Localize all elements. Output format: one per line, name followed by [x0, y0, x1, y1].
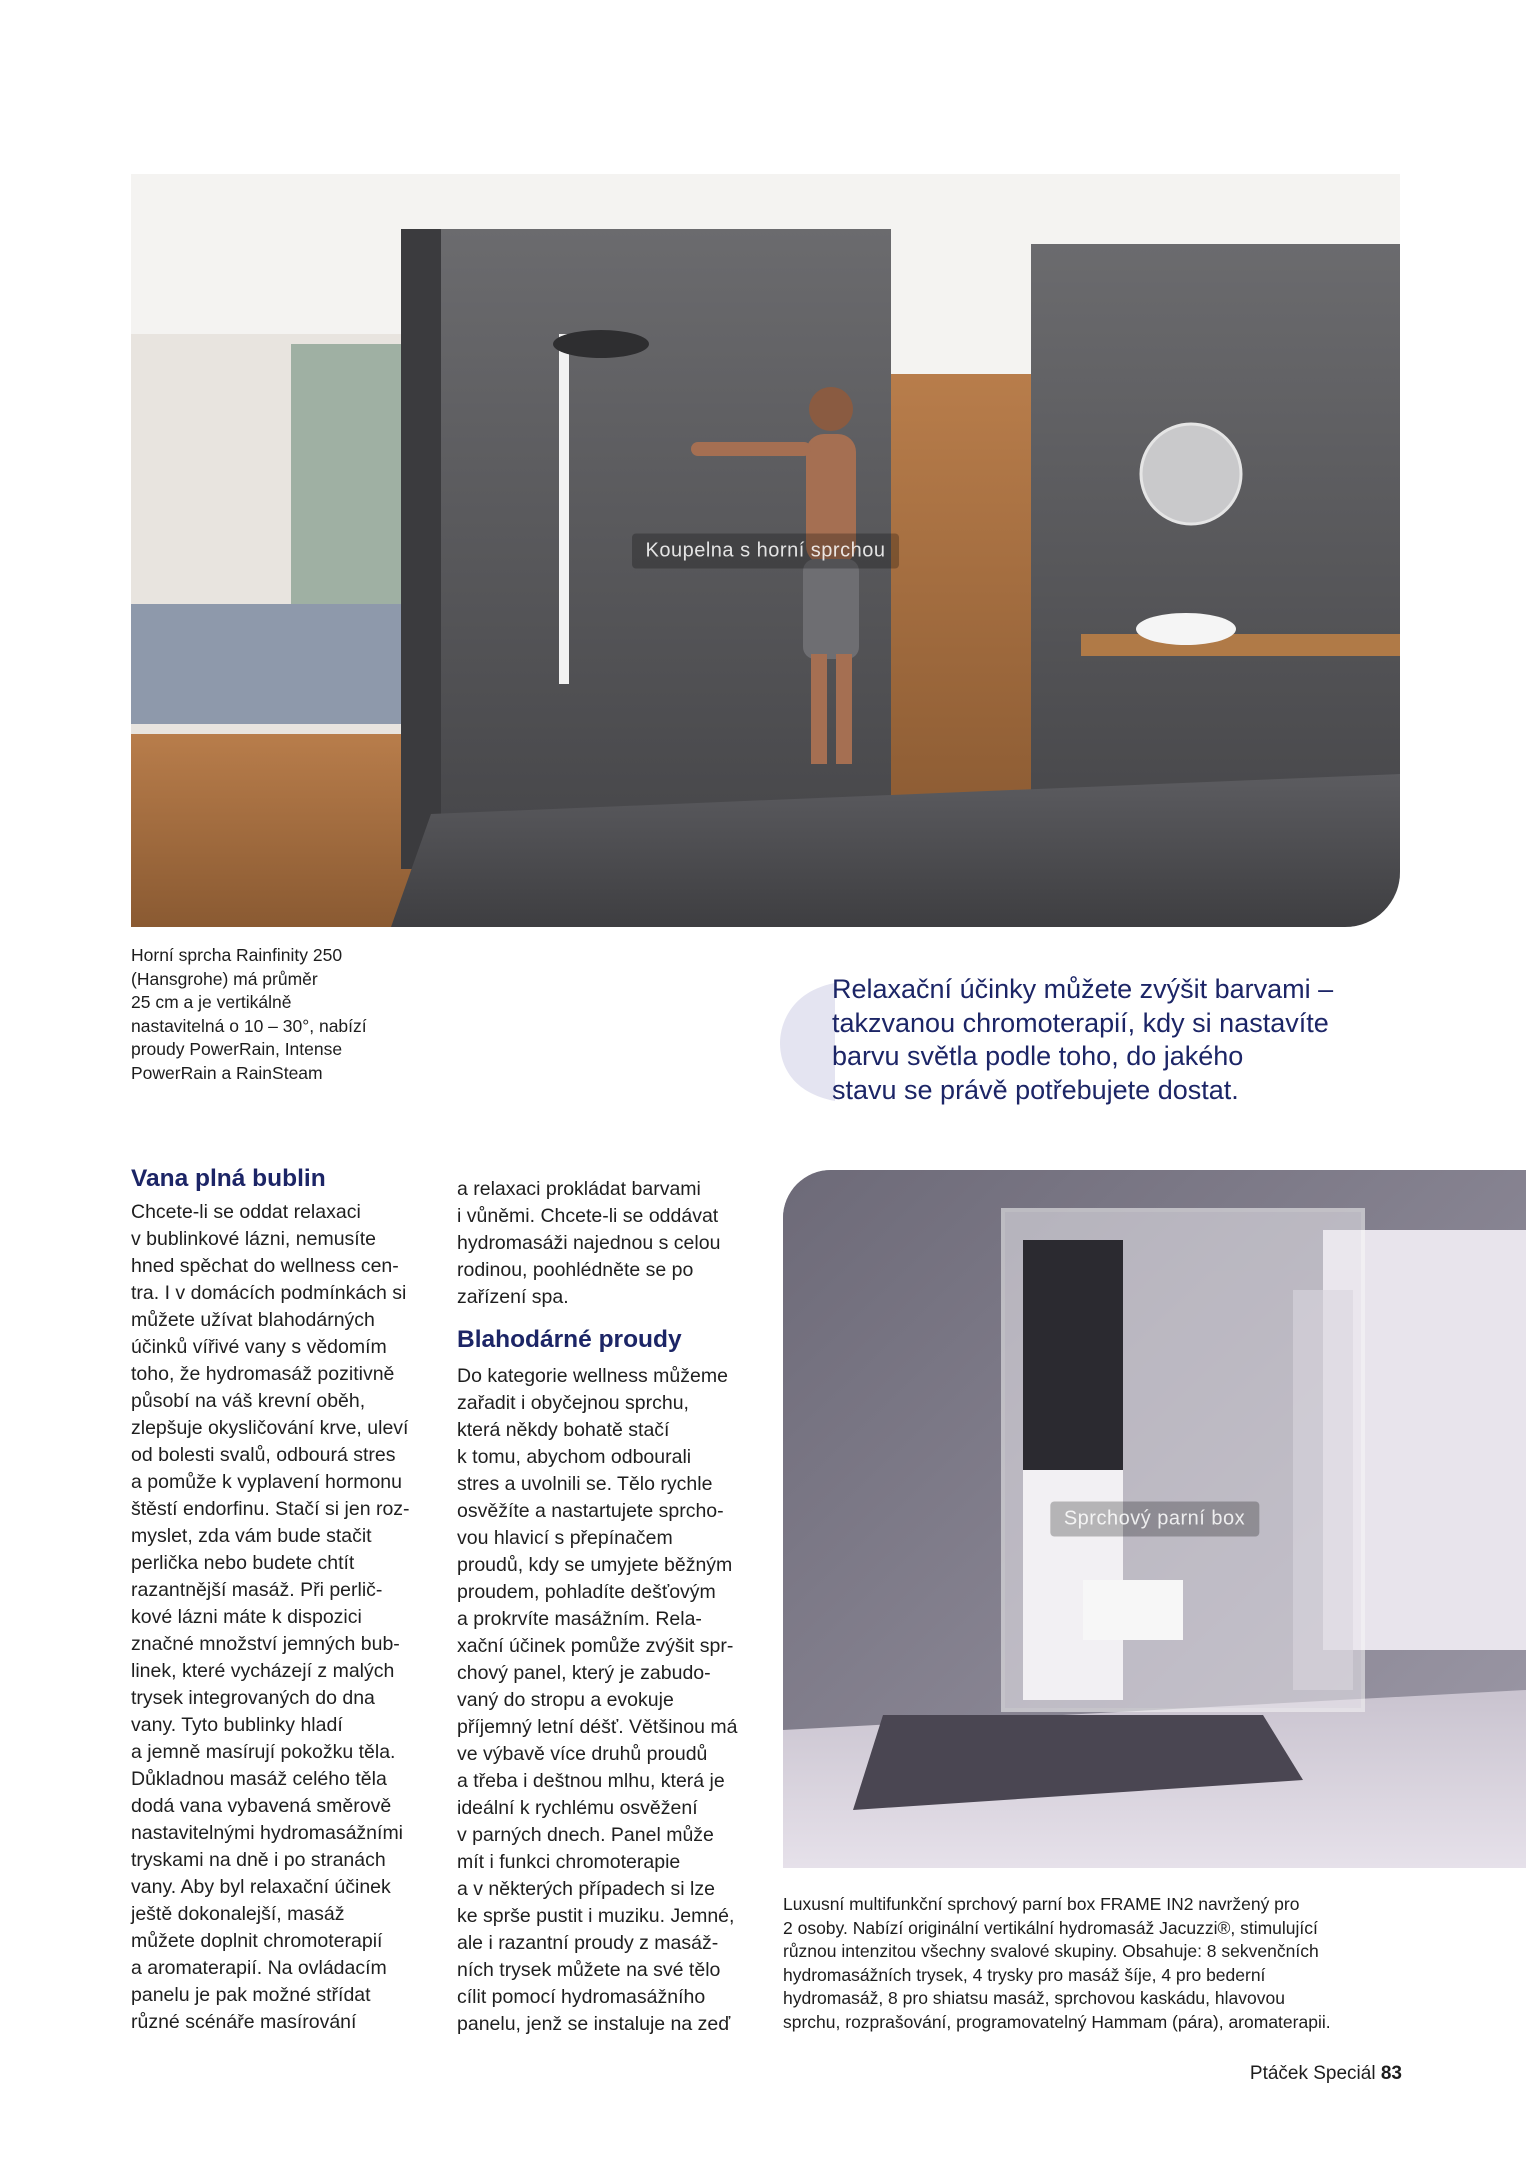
body-line: a v některých případech si lze — [457, 1878, 715, 1900]
body-line: trysek integrovaných do dna — [131, 1687, 375, 1709]
body-line: toho, že hydromasáž pozitivně — [131, 1363, 395, 1385]
column-2-intro — [457, 1176, 757, 1311]
caption-line: proudy PowerRain, Intense — [131, 1039, 343, 1059]
hero-photo — [131, 174, 1400, 927]
body-line: mít i funkci chromoterapie — [457, 1851, 681, 1873]
shower-box-photo-label: Sprchový parní box — [1050, 1502, 1259, 1537]
caption-line: PowerRain a RainSteam — [131, 1062, 323, 1083]
body-line: štěstí endorfinu. Stačí si jen roz- — [131, 1498, 410, 1520]
body-line: kové lázni máte k dispozici — [131, 1606, 362, 1628]
body-line: ještě dokonalejší, masáž — [131, 1903, 345, 1925]
pull-quote-line: stavu se právě potřebujete dostat. — [832, 1074, 1239, 1105]
body-line: Důkladnou masáž celého těla — [131, 1768, 387, 1790]
body-line: v parných dnech. Panel může — [457, 1824, 714, 1846]
page-footer — [1250, 2063, 1402, 2085]
caption-line: různou intenzitou všechny svalové skupiny. Obsahuje: 8 sekvenčních — [783, 1941, 1319, 1961]
body-line: k tomu, abychom odbourali — [457, 1446, 692, 1468]
body-line: značné množství jemných bub- — [131, 1633, 400, 1655]
caption-line: hydromasáž, 8 pro shiatsu masáž, sprchovou kaskádu, hlavovou — [783, 1988, 1285, 2008]
body-line: myslet, zda vám bude stačit — [131, 1525, 372, 1547]
body-line: která někdy bohatě stačí — [457, 1419, 670, 1441]
body-line: linek, které vycházejí z malých — [131, 1660, 395, 1682]
hero-photo-label: Koupelna s horní sprchou — [632, 533, 900, 568]
body-line: v bublinkové lázni, nemusíte — [131, 1228, 376, 1250]
caption-line: 2 osoby. Nabízí originální vertikální hydromasáž Jacuzzi®, stimulující — [783, 1917, 1318, 1938]
body-line: vany. Tyto bublinky hladí — [131, 1714, 343, 1736]
body-line: tra. I v domácích podmínkách si — [131, 1282, 407, 1304]
body-line: různé scénáře masírování — [131, 2011, 357, 2033]
caption-line: Horní sprcha Rainfinity 250 — [131, 945, 343, 965]
body-line: osvěžíte a nastartujete sprcho- — [457, 1500, 724, 1522]
body-line: a pomůže k vyplavení hormonu — [131, 1471, 402, 1493]
body-line: hned spěchat do wellness cen- — [131, 1255, 399, 1277]
section-heading-streams: Blahodárné proudy — [457, 1326, 682, 1353]
caption-line: Luxusní multifunkční sprchový parní box FRAME IN2 navržený pro — [783, 1894, 1300, 1914]
body-line: ke sprše pustit i muziku. Jemné, — [457, 1905, 735, 1927]
body-line: můžete doplnit chromoterapií — [131, 1930, 383, 1952]
body-line: zařízení spa. — [457, 1286, 569, 1308]
column-1-body — [131, 1199, 431, 2036]
body-line: tryskami na dně i po stranách — [131, 1849, 386, 1871]
body-line: panelu je pak možné střídat — [131, 1984, 371, 2006]
body-line: nastavitelnými hydromasážními — [131, 1822, 404, 1844]
body-line: ideální k rychlému osvěžení — [457, 1797, 698, 1819]
article-column-2 — [457, 1176, 757, 2038]
body-line: příjemný letní déšť. Většinou má — [457, 1716, 738, 1738]
body-line: Do kategorie wellness můžeme — [457, 1365, 728, 1387]
body-line: stres a uvolnili se. Tělo rychle — [457, 1473, 713, 1495]
body-line: vaný do stropu a evokuje — [457, 1689, 674, 1711]
quote-bracket-decoration — [780, 983, 835, 1101]
section-heading-bubbles: Vana plná bublin — [131, 1165, 326, 1192]
body-line: působí na váš krevní oběh, — [131, 1390, 366, 1412]
body-line: proudem, pohladíte dešťovým — [457, 1581, 716, 1603]
body-line: a třeba i deštnou mlhu, která je — [457, 1770, 725, 1792]
body-line: ních trysek můžete na své tělo — [457, 1959, 721, 1981]
body-line: cílit pomocí hydromasážního — [457, 1986, 706, 2008]
body-line: a prokrvíte masážním. Rela- — [457, 1608, 702, 1630]
body-line: vou hlavicí s přepínačem — [457, 1527, 673, 1549]
pull-quote-line: takzvanou chromoterapií, kdy si nastavíte — [832, 1007, 1329, 1038]
caption-line: (Hansgrohe) má průměr — [131, 968, 318, 989]
body-line: dodá vana vybavená směrově — [131, 1795, 392, 1817]
body-line: xační účinek pomůže zvýšit spr- — [457, 1635, 734, 1657]
shower-box-photo — [783, 1170, 1526, 1868]
body-line: zařadit i obyčejnou sprchu, — [457, 1392, 689, 1414]
caption-line: sprchu, rozprašování, programovatelný Hammam (pára), aromaterapii. — [783, 2011, 1331, 2032]
body-line: Chcete-li se oddat relaxaci — [131, 1201, 361, 1223]
hero-caption — [131, 944, 431, 1085]
body-line: ale i razantní proudy z masáž- — [457, 1932, 719, 1954]
body-line: hydromasáži najednou s celou — [457, 1232, 721, 1254]
body-line: a relaxaci prokládat barvami — [457, 1178, 701, 1200]
body-line: rodinou, poohlédněte se po — [457, 1259, 694, 1281]
publication-name: Ptáček Speciál — [1249, 2063, 1381, 2084]
caption-line: hydromasážních trysek, 4 trysky pro masáž šíje, 4 pro bederní — [783, 1964, 1266, 1985]
caption-line: 25 cm a je vertikálně — [131, 992, 292, 1012]
pull-quote — [832, 973, 1422, 1107]
body-line: razantnější masáž. Při perlič- — [131, 1579, 383, 1601]
shower-box-caption — [783, 1893, 1400, 2034]
body-line: a jemně masírují pokožku těla. — [131, 1741, 396, 1763]
body-line: proudů, kdy se umyjete běžným — [457, 1554, 733, 1576]
caption-line: nastavitelná o 10 – 30°, nabízí — [131, 1015, 367, 1036]
column-2-body — [457, 1363, 757, 2038]
pull-quote-line: barvu světla podle toho, do jakého — [832, 1041, 1244, 1071]
body-line: vany. Aby byl relaxační účinek — [131, 1876, 391, 1898]
body-line: chový panel, který je zabudo- — [457, 1662, 711, 1684]
body-line: zlepšuje okysličování krve, uleví — [131, 1417, 409, 1439]
body-line: i vůněmi. Chcete-li se oddávat — [457, 1205, 719, 1227]
page-number: 83 — [1380, 2063, 1402, 2084]
body-line: účinků vířivé vany s vědomím — [131, 1336, 387, 1358]
body-line: můžete užívat blahodárných — [131, 1309, 375, 1331]
body-line: ve výbavě více druhů proudů — [457, 1743, 708, 1765]
body-line: a aromaterapií. Na ovládacím — [131, 1957, 387, 1979]
body-line: od bolesti svalů, odbourá stres — [131, 1444, 396, 1466]
article-column-1 — [131, 1164, 431, 2036]
body-line: perlička nebo budete chtít — [131, 1552, 355, 1574]
body-line: panelu, jenž se instaluje na zeď — [457, 2013, 731, 2035]
pull-quote-line: Relaxační účinky můžete zvýšit barvami – — [832, 974, 1334, 1004]
